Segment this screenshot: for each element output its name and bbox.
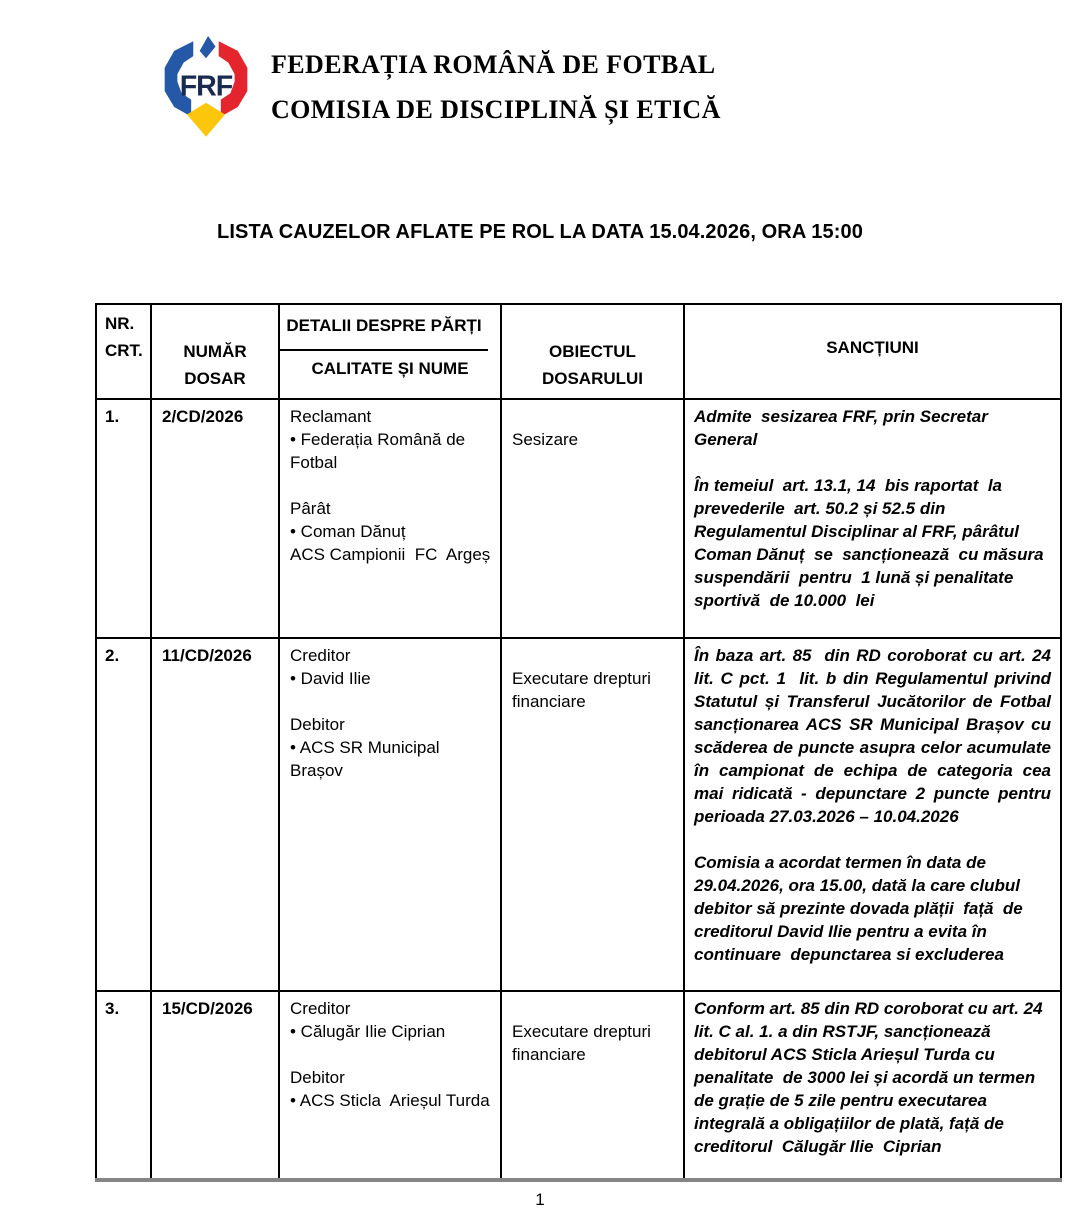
party-line: • Călugăr Ilie Ciprian <box>290 1022 446 1041</box>
case-sanctions <box>684 638 1061 991</box>
party-line: Creditor <box>290 999 351 1018</box>
frf-logo-icon <box>153 34 259 144</box>
case-file-number: 2/CD/2026 <box>151 399 279 638</box>
header-nr-crt <box>96 304 151 399</box>
page-number: 1 <box>535 1190 545 1209</box>
case-sanctions <box>684 991 1061 1180</box>
party-line <box>290 690 492 713</box>
party-line: Debitor <box>290 1068 345 1087</box>
logo-blue-top-shape <box>200 36 216 58</box>
header-sanctiuni: SANCȚIUNI <box>684 304 1061 399</box>
sanction-paragraph: În baza art. 85 din RD coroborat cu art. 24 lit. C pct. 1 lit. b din Regulamentul privind Statutul și Transferul Jucătorilor de Fotbal sancționarea ACS SR Municipal Brașov cu scăderea de puncte asupra celor acumulate în campionat de echipa de categoria cea mai ridicată - depunctare 2 puncte pentru perioada 27.03.2026 – 10.04.2026 <box>694 646 1056 826</box>
header-parti-top-label: DETALII DESPRE PĂRȚI <box>280 305 488 351</box>
header-dosar-line1: NUMĂR <box>183 342 247 361</box>
cases-table <box>95 303 1062 1182</box>
org-name-line2: COMISIA DE DISCIPLINĂ ȘI ETICĂ <box>271 95 721 124</box>
party-line: • ACS SR Municipal Brașov <box>290 738 445 780</box>
case-index: 2. <box>96 638 151 991</box>
case-row <box>96 399 1061 638</box>
party-line <box>290 1043 492 1066</box>
case-parties <box>279 638 501 991</box>
sanction-paragraph: Comisia a acordat termen în data de 29.04.2026, ora 15.00, dată la care clubul debitor să prezinte dovada plății față de creditorul David Ilie pentru a evita în continuare depunctarea si excluderea <box>694 853 1028 964</box>
party-line: Reclamant <box>290 407 372 426</box>
header-parti-bottom-label: CALITATE ȘI NUME <box>311 359 469 378</box>
party-line: • David Ilie <box>290 669 371 688</box>
case-row <box>96 638 1061 991</box>
party-line: Creditor <box>290 646 351 665</box>
org-name-line1: FEDERAȚIA ROMÂNĂ DE FOTBAL <box>271 50 716 79</box>
case-parties <box>279 991 501 1180</box>
sanction-paragraph: Admite sesizarea FRF, prin Secretar General <box>694 407 993 449</box>
header-obiect-line2: DOSARULUI <box>541 369 644 388</box>
case-file-number: 11/CD/2026 <box>151 638 279 991</box>
sanction-paragraph: Conform art. 85 din RD coroborat cu art. 24 lit. C al. 1. a din RSTJF, sancționează debitorul ACS Sticla Arieșul Turda cu penalitate de 3000 lei și acordă un termen de grație de 5 zile pentru executarea integrală a obligațiilor de plată, față de creditorul Călugăr Ilie Ciprian <box>694 999 1048 1156</box>
case-sanctions <box>684 399 1061 638</box>
logo-yellow-bottom-shape <box>187 103 225 137</box>
case-parties <box>279 399 501 638</box>
party-line: Pârât <box>290 499 331 518</box>
sanction-paragraph: În temeiul art. 13.1, 14 bis raportat la prevederile art. 50.2 și 52.5 din Regulamentul Disciplinar al FRF, pârâtul Coman Dănuț se sancționează cu măsura suspendării pentru 1 lună și penalitate sportivă de 10.000 lei <box>694 476 1049 610</box>
case-object: Executare drepturi financiare <box>501 991 684 1180</box>
header-obiect-line1: OBIECTUL <box>549 342 636 361</box>
party-line: ACS Campionii FC Argeș <box>290 545 491 564</box>
table-header <box>96 304 1061 399</box>
case-row <box>96 991 1061 1180</box>
header-nr-line2: CRT. <box>105 341 143 360</box>
header-numar-dosar <box>151 304 279 399</box>
party-line: • Coman Dănuț <box>290 522 406 541</box>
case-object: Executare drepturi financiare <box>501 638 684 991</box>
case-index: 3. <box>96 991 151 1180</box>
party-line: • ACS Sticla Arieșul Turda <box>290 1091 490 1110</box>
letterhead <box>271 42 721 132</box>
party-line: • Federația Română de Fotbal <box>290 430 470 472</box>
logo-frf-text: FRF <box>179 70 233 103</box>
case-index: 1. <box>96 399 151 638</box>
header-obiect-dosar <box>501 304 684 399</box>
header-detalii-parti <box>279 304 501 399</box>
table-body <box>96 399 1061 1180</box>
header-nr-line1: NR. <box>105 314 135 333</box>
document-title: LISTA CAUZELOR AFLATE PE ROL LA DATA 15.04.2026, ORA 15:00 <box>217 221 863 243</box>
party-line: Debitor <box>290 715 345 734</box>
party-line <box>290 474 492 497</box>
case-object: Sesizare <box>501 399 684 638</box>
case-file-number: 15/CD/2026 <box>151 991 279 1180</box>
header-dosar-line2: DOSAR <box>184 369 246 388</box>
table-header-row <box>96 304 1061 399</box>
